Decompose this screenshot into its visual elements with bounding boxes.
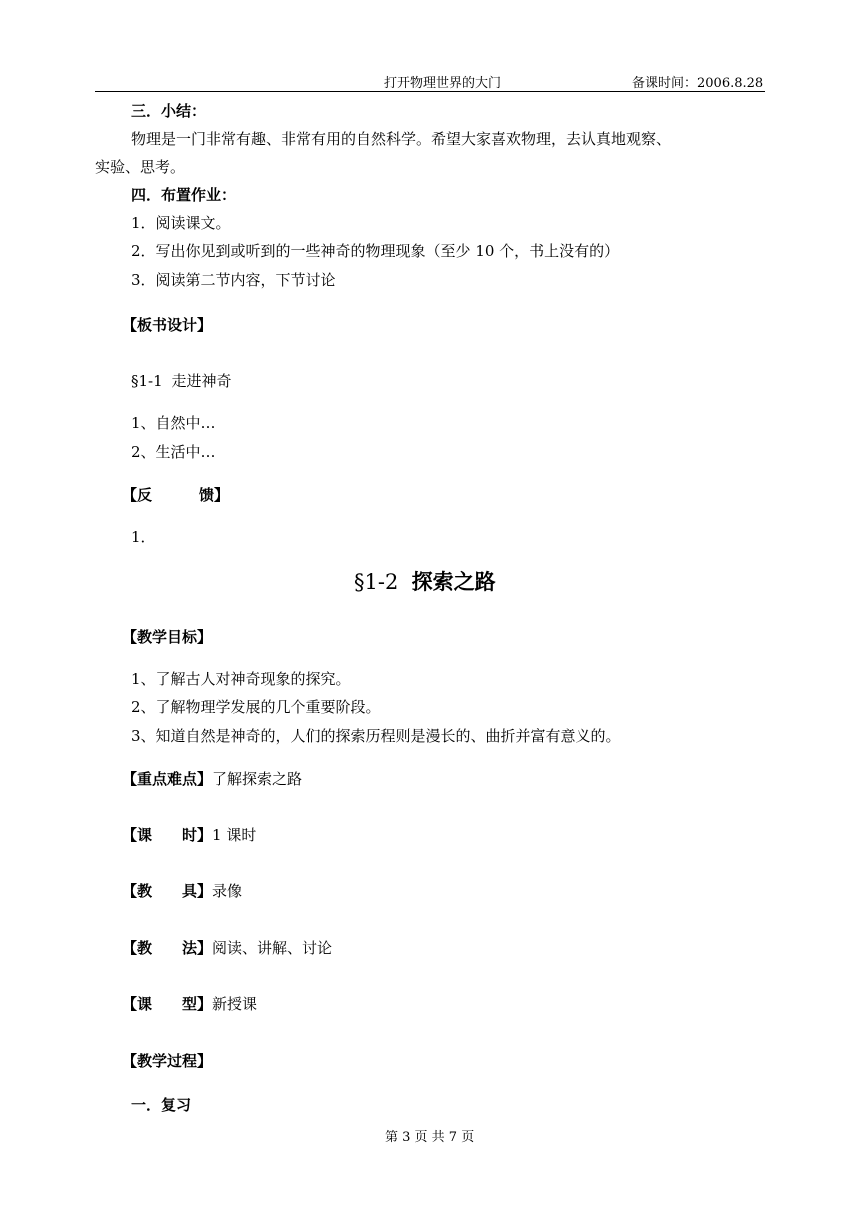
section-title-prefix: §1-2 <box>354 570 399 594</box>
board-section <box>131 370 231 391</box>
info-label-right: 法】 <box>182 939 213 957</box>
info-label-left: 【教 <box>122 882 153 900</box>
homework-heading: 四．布置作业： <box>131 186 237 204</box>
summary-heading: 三．小结： <box>131 102 207 120</box>
info-value: 新授课 <box>212 995 258 1013</box>
header-rule <box>95 91 765 92</box>
info-value: 阅读、讲解、讨论 <box>212 939 333 957</box>
header-title: 打开物理世界的大门 <box>384 76 502 91</box>
info-row-type <box>122 993 257 1014</box>
header-date: 备课时间：2006.8.28 <box>632 76 764 91</box>
board-section-title: 走进神奇 <box>171 372 232 390</box>
homework-item: 1．阅读课文。 <box>131 214 231 232</box>
goal-item: 3、知道自然是神奇的，人们的探索历程则是漫长的、曲折并富有意义的。 <box>131 727 621 745</box>
info-label-left: 【课 <box>122 826 153 844</box>
goals-heading: 【教学目标】 <box>122 628 213 646</box>
homework-item: 3．阅读第二节内容，下节讨论 <box>131 271 336 289</box>
info-value: 录像 <box>212 882 243 900</box>
section-title-text: 探索之路 <box>411 570 496 594</box>
feedback-item: 1． <box>131 528 156 546</box>
process-heading: 【教学过程】 <box>122 1052 213 1070</box>
info-label-left: 【教 <box>122 939 153 957</box>
summary-text-line1: 物理是一门非常有趣、非常有用的自然科学。希望大家喜欢物理，去认真地观察、 <box>131 130 672 148</box>
process-step: 一．复习 <box>131 1096 192 1114</box>
section-title <box>354 566 496 596</box>
board-section-prefix: §1-1 <box>131 372 163 390</box>
summary-text-line2: 实验、思考。 <box>95 158 186 176</box>
info-label-left: 【课 <box>122 995 153 1013</box>
homework-item: 2．写出你见到或听到的一些神奇的物理现象（至少 10 个，书上没有的） <box>131 242 620 260</box>
info-value: 1 课时 <box>212 826 257 844</box>
keypoints-row <box>122 768 302 789</box>
board-item: 1、自然中… <box>131 414 216 432</box>
info-label-right: 具】 <box>182 882 213 900</box>
info-row-duration <box>122 824 256 845</box>
feedback-heading-right: 馈】 <box>199 486 230 504</box>
keypoints-label: 【重点难点】 <box>122 770 213 788</box>
page-footer: 第 3 页 共 7 页 <box>385 1130 475 1145</box>
info-label-right: 时】 <box>182 826 213 844</box>
board-item: 2、生活中… <box>131 443 216 461</box>
goal-item: 2、了解物理学发展的几个重要阶段。 <box>131 698 381 716</box>
board-heading: 【板书设计】 <box>122 316 213 334</box>
info-row-tools <box>122 880 242 901</box>
info-label-right: 型】 <box>182 995 213 1013</box>
feedback-heading-left: 【反 <box>122 486 153 504</box>
info-row-method <box>122 937 332 958</box>
keypoints-value: 了解探索之路 <box>212 770 303 788</box>
goal-item: 1、了解古人对神奇现象的探究。 <box>131 670 351 688</box>
